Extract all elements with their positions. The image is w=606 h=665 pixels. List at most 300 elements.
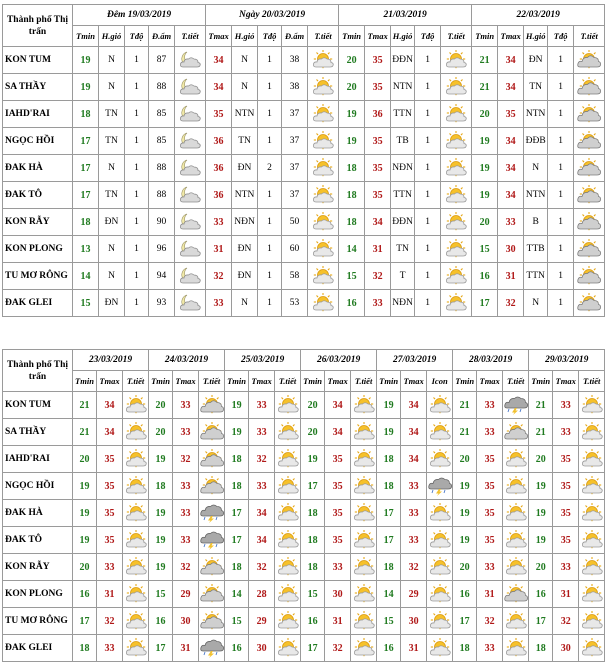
tmax-cell: 35 <box>553 473 579 500</box>
wind-cell: NTN <box>232 182 258 209</box>
weather-cell <box>175 182 206 209</box>
tmin-cell: 14 <box>73 263 99 290</box>
moon-cloud-icon <box>178 131 202 151</box>
weather-cell <box>427 500 453 527</box>
column-header: Tmax <box>498 26 524 47</box>
wind-cell: N <box>232 47 258 74</box>
tmax-cell: 34 <box>401 392 427 419</box>
column-header: Đ.ẩm <box>149 26 175 47</box>
cloud-icon <box>577 266 601 286</box>
tmin-cell: 18 <box>301 527 325 554</box>
wind-cell: NTN <box>524 182 548 209</box>
wind-level-cell: 1 <box>548 47 574 74</box>
weather-cell <box>199 608 225 635</box>
table-row <box>3 182 605 209</box>
tmin-cell: 15 <box>301 581 325 608</box>
table-row <box>3 581 605 608</box>
tmin-cell: 16 <box>73 581 97 608</box>
city-name: NGỌC HỒI <box>3 473 73 500</box>
column-header: Tmin <box>472 26 498 47</box>
weather-cell <box>503 446 529 473</box>
wind-level-cell: 1 <box>548 209 574 236</box>
tmax-cell: 31 <box>477 581 503 608</box>
tmax-cell: 34 <box>325 392 351 419</box>
tmin-cell: 16 <box>529 581 553 608</box>
sun-cloud-icon <box>352 638 376 658</box>
tmax-cell: 33 <box>553 392 579 419</box>
city-name: ĐAK GLEI <box>3 290 73 317</box>
wind-level-cell: 1 <box>125 155 149 182</box>
sun-cloud-icon <box>504 503 528 523</box>
tmin-cell: 20 <box>301 392 325 419</box>
wind-cell: ĐĐB <box>524 128 548 155</box>
column-header: Tmin <box>73 26 99 47</box>
tmin-cell: 15 <box>149 581 173 608</box>
wind-level-cell: 1 <box>125 74 149 101</box>
sun-cloud-icon <box>352 557 376 577</box>
column-header: Tmax <box>365 26 391 47</box>
tmax-cell: 33 <box>173 473 199 500</box>
cloud-icon <box>504 422 528 442</box>
weather-cell <box>441 290 472 317</box>
wind-level-cell: 1 <box>415 128 441 155</box>
sun-cloud-icon <box>352 530 376 550</box>
sun-cloud-icon <box>504 476 528 496</box>
weather-cell <box>308 182 339 209</box>
storm-cloud-icon <box>428 476 452 496</box>
tmax-cell: 33 <box>249 419 275 446</box>
weather-cell <box>574 128 605 155</box>
tmin-cell: 21 <box>472 47 498 74</box>
tmax-cell: 35 <box>325 527 351 554</box>
weather-cell <box>574 155 605 182</box>
tmin-cell: 17 <box>377 500 401 527</box>
table-row <box>3 236 605 263</box>
weather-cell <box>199 419 225 446</box>
tmax-cell: 30 <box>553 635 579 662</box>
weather-cell <box>503 419 529 446</box>
humidity-cell: 88 <box>149 74 175 101</box>
weather-cell <box>275 473 301 500</box>
sun-cloud-icon <box>444 185 468 205</box>
weather-cell <box>351 446 377 473</box>
wind-level-cell: 1 <box>415 209 441 236</box>
weather-cell <box>579 473 605 500</box>
wind-level-cell: 1 <box>125 128 149 155</box>
city-name: KON RẪY <box>3 209 73 236</box>
moon-cloud-icon <box>178 77 202 97</box>
tmax-cell: 33 <box>553 554 579 581</box>
tmin-cell: 20 <box>472 209 498 236</box>
tmax-cell: 31 <box>325 608 351 635</box>
tmax-cell: 33 <box>249 392 275 419</box>
wind-cell: N <box>99 263 125 290</box>
tmin-cell: 19 <box>225 392 249 419</box>
city-name: ĐAK TÔ <box>3 182 73 209</box>
column-header: Tmin <box>73 371 97 392</box>
tmin-cell: 19 <box>301 446 325 473</box>
wind-level-cell: 1 <box>125 290 149 317</box>
wind-cell: NTN <box>232 101 258 128</box>
tmin-cell: 20 <box>73 446 97 473</box>
wind-cell: ĐĐN <box>391 209 415 236</box>
tmin-cell: 17 <box>149 635 173 662</box>
cloud-icon <box>577 131 601 151</box>
tmin-cell: 18 <box>377 446 401 473</box>
weather-cell <box>175 74 206 101</box>
column-header: Tmin <box>377 371 401 392</box>
table-row <box>3 500 605 527</box>
weather-cell <box>427 392 453 419</box>
table-row <box>3 47 605 74</box>
weather-cell <box>123 554 149 581</box>
table-row <box>3 290 605 317</box>
tmax-cell: 33 <box>401 500 427 527</box>
sun-cloud-icon <box>352 611 376 631</box>
tmax-cell: 30 <box>498 236 524 263</box>
sun-cloud-icon <box>580 395 604 415</box>
weather-cell <box>308 47 339 74</box>
weather-cell <box>441 47 472 74</box>
tmax-cell: 31 <box>498 263 524 290</box>
tmin-cell: 19 <box>73 473 97 500</box>
weather-cell <box>579 419 605 446</box>
wind-cell: N <box>232 290 258 317</box>
weather-cell <box>199 527 225 554</box>
sun-cloud-icon <box>311 293 335 313</box>
cloud-icon <box>200 611 224 631</box>
tmax-cell: 34 <box>498 182 524 209</box>
sun-cloud-icon <box>580 557 604 577</box>
table-row <box>3 128 605 155</box>
tmax-cell: 32 <box>249 554 275 581</box>
sun-cloud-icon <box>276 530 300 550</box>
tmin-cell: 17 <box>73 155 99 182</box>
weather-cell <box>275 419 301 446</box>
day-header: 25/03/2019 <box>225 350 301 371</box>
column-header: T.tiết <box>123 371 149 392</box>
tmax-cell: 35 <box>206 101 232 128</box>
column-header: T.tiết <box>175 26 206 47</box>
tmin-cell: 18 <box>73 101 99 128</box>
table-row <box>3 608 605 635</box>
tmin-cell: 19 <box>453 500 477 527</box>
wind-level-cell: 1 <box>548 182 574 209</box>
column-header: Tmax <box>325 371 351 392</box>
wind-level-cell: 1 <box>125 182 149 209</box>
sun-cloud-icon <box>276 557 300 577</box>
humidity-cell: 58 <box>282 263 308 290</box>
tmin-cell: 19 <box>377 392 401 419</box>
wind-level-cell: 1 <box>258 74 282 101</box>
wind-level-cell: 1 <box>258 101 282 128</box>
wind-cell: ĐN <box>99 209 125 236</box>
city-header: Thành phố Thị trấn <box>3 5 73 47</box>
weather-cell <box>175 236 206 263</box>
sun-cloud-icon <box>580 530 604 550</box>
weather-cell <box>199 500 225 527</box>
sun-cloud-icon <box>124 557 148 577</box>
sun-cloud-icon <box>428 638 452 658</box>
wind-cell: N <box>524 155 548 182</box>
weather-cell <box>427 446 453 473</box>
wind-cell: TTN <box>391 182 415 209</box>
tmin-cell: 16 <box>225 635 249 662</box>
sun-cloud-icon <box>311 77 335 97</box>
tmax-cell: 32 <box>498 290 524 317</box>
wind-level-cell: 1 <box>548 236 574 263</box>
moon-cloud-icon <box>178 185 202 205</box>
table-row <box>3 263 605 290</box>
tmin-cell: 15 <box>339 263 365 290</box>
day-header: Ngày 20/03/2019 <box>206 5 339 26</box>
tmin-cell: 17 <box>301 473 325 500</box>
tmax-cell: 35 <box>477 500 503 527</box>
tmax-cell: 33 <box>97 635 123 662</box>
storm-cloud-icon <box>200 638 224 658</box>
tmax-cell: 28 <box>249 581 275 608</box>
tmin-cell: 18 <box>225 554 249 581</box>
tmin-cell: 15 <box>73 290 99 317</box>
tmin-cell: 18 <box>339 182 365 209</box>
city-name: KON PLONG <box>3 236 73 263</box>
tmin-cell: 19 <box>73 527 97 554</box>
tmin-cell: 21 <box>472 74 498 101</box>
tmin-cell: 20 <box>453 554 477 581</box>
sun-cloud-icon <box>504 638 528 658</box>
sun-cloud-icon <box>124 503 148 523</box>
tmax-cell: 34 <box>249 500 275 527</box>
tmax-cell: 29 <box>249 608 275 635</box>
weather-cell <box>175 128 206 155</box>
city-name: KON TUM <box>3 47 73 74</box>
forecast-table-1 <box>2 4 605 317</box>
column-header: Tmax <box>553 371 579 392</box>
moon-cloud-icon <box>178 50 202 70</box>
weather-cell <box>123 527 149 554</box>
tmin-cell: 17 <box>225 527 249 554</box>
sun-cloud-icon <box>444 212 468 232</box>
wind-level-cell: 1 <box>548 155 574 182</box>
tmax-cell: 34 <box>498 47 524 74</box>
tmin-cell: 17 <box>301 635 325 662</box>
tmin-cell: 18 <box>225 473 249 500</box>
sun-cloud-icon <box>352 449 376 469</box>
tmax-cell: 31 <box>401 635 427 662</box>
humidity-cell: 37 <box>282 128 308 155</box>
weather-cell <box>123 392 149 419</box>
day-header: 23/03/2019 <box>73 350 149 371</box>
tmax-cell: 33 <box>477 392 503 419</box>
tmax-cell: 35 <box>325 473 351 500</box>
tmax-cell: 35 <box>325 446 351 473</box>
tmin-cell: 16 <box>453 581 477 608</box>
tmax-cell: 34 <box>97 419 123 446</box>
weather-cell <box>351 527 377 554</box>
city-name: IAHD'RAI <box>3 101 73 128</box>
wind-level-cell: 1 <box>125 236 149 263</box>
wind-cell: TN <box>99 182 125 209</box>
humidity-cell: 37 <box>282 101 308 128</box>
humidity-cell: 90 <box>149 209 175 236</box>
weather-cell <box>199 635 225 662</box>
sun-cloud-icon <box>276 395 300 415</box>
tmin-cell: 15 <box>377 608 401 635</box>
column-header: Tmax <box>249 371 275 392</box>
tmax-cell: 33 <box>325 554 351 581</box>
table-row <box>3 419 605 446</box>
column-header: T.tiết <box>503 371 529 392</box>
tmin-cell: 21 <box>453 419 477 446</box>
sun-cloud-icon <box>428 449 452 469</box>
sun-cloud-icon <box>276 422 300 442</box>
wind-level-cell: 1 <box>548 263 574 290</box>
column-header: T.tiết <box>441 26 472 47</box>
city-name: ĐAK HÀ <box>3 500 73 527</box>
wind-level-cell: 1 <box>258 290 282 317</box>
weather-cell <box>308 128 339 155</box>
wind-cell: ĐN <box>232 263 258 290</box>
tmax-cell: 33 <box>206 209 232 236</box>
tmax-cell: 36 <box>206 155 232 182</box>
tmin-cell: 16 <box>301 608 325 635</box>
tmax-cell: 31 <box>553 581 579 608</box>
tmin-cell: 20 <box>529 554 553 581</box>
tmax-cell: 33 <box>553 419 579 446</box>
weather-cell <box>579 635 605 662</box>
weather-cell <box>441 182 472 209</box>
cloud-icon <box>577 77 601 97</box>
tmin-cell: 17 <box>73 182 99 209</box>
city-name: KON RẪY <box>3 554 73 581</box>
tmax-cell: 34 <box>206 47 232 74</box>
wind-cell: TTN <box>524 263 548 290</box>
weather-cell <box>175 290 206 317</box>
city-name: TU MƠ RÔNG <box>3 608 73 635</box>
sun-cloud-icon <box>580 476 604 496</box>
sun-cloud-icon <box>311 104 335 124</box>
humidity-cell: 93 <box>149 290 175 317</box>
forecast-table-2 <box>2 349 605 662</box>
weather-cell <box>275 446 301 473</box>
wind-cell: TN <box>391 236 415 263</box>
sun-cloud-icon <box>311 266 335 286</box>
tmax-cell: 33 <box>173 392 199 419</box>
tmax-cell: 35 <box>365 47 391 74</box>
wind-cell: TB <box>391 128 415 155</box>
city-name: KON PLONG <box>3 581 73 608</box>
weather-cell <box>175 263 206 290</box>
sun-cloud-icon <box>124 422 148 442</box>
weather-cell <box>123 500 149 527</box>
weather-cell <box>427 554 453 581</box>
sun-cloud-icon <box>580 638 604 658</box>
weather-cell <box>123 608 149 635</box>
tmin-cell: 13 <box>73 236 99 263</box>
tmax-cell: 33 <box>477 635 503 662</box>
wind-cell: NTN <box>524 101 548 128</box>
weather-cell <box>123 446 149 473</box>
moon-cloud-icon <box>178 158 202 178</box>
table-row <box>3 74 605 101</box>
sun-cloud-icon <box>124 476 148 496</box>
tmax-cell: 35 <box>553 446 579 473</box>
column-header: H.gió <box>524 26 548 47</box>
moon-cloud-icon <box>178 239 202 259</box>
cloud-icon <box>200 422 224 442</box>
humidity-cell: 37 <box>282 155 308 182</box>
sun-cloud-icon <box>504 530 528 550</box>
sun-cloud-icon <box>311 185 335 205</box>
city-name: NGỌC HỒI <box>3 128 73 155</box>
column-header: Tmin <box>149 371 173 392</box>
weather-cell <box>199 473 225 500</box>
weather-cell <box>351 500 377 527</box>
column-header: Tđộ <box>258 26 282 47</box>
tmax-cell: 35 <box>97 500 123 527</box>
tmax-cell: 34 <box>498 128 524 155</box>
sun-cloud-icon <box>504 557 528 577</box>
tmax-cell: 32 <box>173 554 199 581</box>
sun-cloud-icon <box>276 503 300 523</box>
tmin-cell: 16 <box>339 290 365 317</box>
weather-cell <box>123 635 149 662</box>
column-header: Tmax <box>206 26 232 47</box>
weather-cell <box>308 209 339 236</box>
tmax-cell: 33 <box>365 290 391 317</box>
sun-cloud-icon <box>504 449 528 469</box>
tmin-cell: 19 <box>529 500 553 527</box>
wind-cell: ĐN <box>232 236 258 263</box>
tmin-cell: 19 <box>377 419 401 446</box>
column-header: H.gió <box>391 26 415 47</box>
tmax-cell: 31 <box>365 236 391 263</box>
weather-cell <box>275 581 301 608</box>
weather-cell <box>427 419 453 446</box>
day-header: 29/03/2019 <box>529 350 605 371</box>
tmax-cell: 35 <box>97 527 123 554</box>
city-name: ĐAK HÀ <box>3 155 73 182</box>
tmax-cell: 34 <box>206 74 232 101</box>
moon-cloud-icon <box>178 293 202 313</box>
weather-cell <box>579 581 605 608</box>
humidity-cell: 88 <box>149 155 175 182</box>
tmax-cell: 33 <box>173 527 199 554</box>
sun-cloud-icon <box>124 395 148 415</box>
tmin-cell: 19 <box>339 101 365 128</box>
tmax-cell: 30 <box>401 608 427 635</box>
sun-cloud-icon <box>311 50 335 70</box>
weather-cell <box>199 392 225 419</box>
tmax-cell: 31 <box>97 581 123 608</box>
weather-cell <box>579 392 605 419</box>
storm-cloud-icon <box>200 503 224 523</box>
column-header: Icon <box>427 371 453 392</box>
sun-cloud-icon <box>444 266 468 286</box>
table-row <box>3 209 605 236</box>
wind-cell: TN <box>232 128 258 155</box>
sun-cloud-icon <box>444 293 468 313</box>
weather-cell <box>351 581 377 608</box>
wind-level-cell: 1 <box>258 128 282 155</box>
weather-cell <box>427 473 453 500</box>
weather-cell <box>199 581 225 608</box>
weather-cell <box>503 392 529 419</box>
column-header: T.tiết <box>275 371 301 392</box>
weather-cell <box>574 47 605 74</box>
weather-cell <box>503 554 529 581</box>
tmax-cell: 32 <box>97 608 123 635</box>
